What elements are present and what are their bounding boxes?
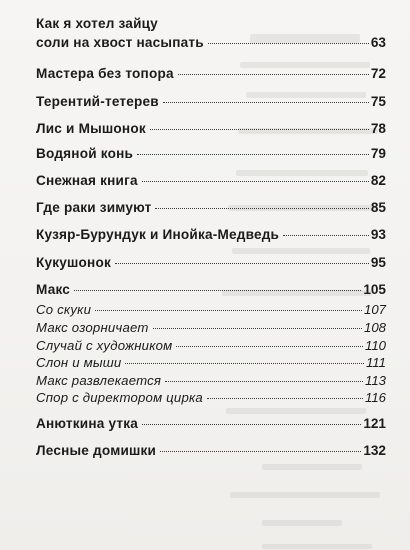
- dot-leader: [283, 235, 369, 236]
- toc-subentry[interactable]: [36, 390, 386, 405]
- toc-entry-title: Анюткина утка: [36, 416, 139, 431]
- toc-page-number: 63: [370, 35, 386, 50]
- dot-leader: [115, 263, 369, 264]
- dot-leader: [142, 424, 361, 425]
- toc-entry-title: Мастера без топора: [36, 66, 174, 81]
- dot-leader: [142, 181, 369, 182]
- toc-page-number: 121: [363, 416, 386, 431]
- toc-entry-title: Лесные домишки: [36, 443, 157, 458]
- dot-leader: [153, 328, 362, 329]
- toc-entry[interactable]: [36, 94, 386, 109]
- toc-page-number: 78: [370, 121, 386, 136]
- toc-entry-title: Кукушонок: [36, 255, 111, 270]
- toc-entry-title: соли на хвост насыпать: [36, 35, 204, 50]
- dot-leader: [155, 208, 368, 209]
- toc-page-number: 111: [365, 355, 386, 370]
- toc-page-number: 85: [370, 200, 386, 215]
- toc-entry-title: Где раки зимуют: [36, 200, 152, 215]
- toc-page-number: 82: [370, 173, 386, 188]
- toc-page-number: 105: [363, 282, 386, 297]
- toc-page-number: 72: [370, 66, 386, 81]
- toc-entry-title: Водяной конь: [36, 146, 134, 161]
- toc-page-number: 116: [364, 390, 386, 405]
- toc-entry-title: Кузяр-Бурундук и Инойка-Медведь: [36, 227, 280, 242]
- dot-leader: [95, 310, 362, 311]
- toc-page-number: 93: [370, 227, 386, 242]
- dot-leader: [176, 346, 363, 347]
- toc-entry[interactable]: [36, 255, 386, 270]
- toc-entry[interactable]: [36, 416, 386, 431]
- toc-page-number: 107: [363, 302, 386, 317]
- toc-entry-title: Макс: [36, 282, 71, 297]
- dot-leader: [163, 102, 369, 103]
- toc-entry[interactable]: [36, 227, 386, 242]
- dot-leader: [160, 451, 361, 452]
- toc-subentry-title: Со скуки: [36, 302, 92, 317]
- toc-page-number: 110: [364, 338, 386, 353]
- toc-subentry[interactable]: [36, 338, 386, 353]
- dot-leader: [165, 381, 363, 382]
- toc-page-number: 79: [370, 146, 386, 161]
- toc-subentry[interactable]: [36, 320, 386, 335]
- toc-subentry-title: Макс озорничает: [36, 320, 149, 335]
- dot-leader: [207, 398, 363, 399]
- toc-page-number: 108: [363, 320, 386, 335]
- toc-subentry-title: Слон и мыши: [36, 355, 122, 370]
- toc-entry[interactable]: [36, 443, 386, 458]
- toc-subentry[interactable]: [36, 355, 386, 370]
- dot-leader: [150, 129, 369, 130]
- toc-entry[interactable]: [36, 66, 386, 81]
- toc-subentry[interactable]: [36, 302, 386, 317]
- dot-leader: [137, 154, 369, 155]
- toc-page-number: 75: [370, 94, 386, 109]
- toc-entry[interactable]: [36, 146, 386, 161]
- toc-page-number: 95: [370, 255, 386, 270]
- toc-subentry-title: Макс развлекается: [36, 373, 162, 388]
- dot-leader: [178, 74, 369, 75]
- dot-leader: [125, 363, 364, 364]
- toc-entry-title: Лис и Мышонок: [36, 121, 146, 136]
- toc-entry-title: Снежная книга: [36, 173, 138, 188]
- toc-entry-title: Терентий-тетерев: [36, 94, 159, 109]
- toc-entry[interactable]: [36, 121, 386, 136]
- toc-page-number: 132: [363, 443, 386, 458]
- dot-leader: [74, 290, 361, 291]
- toc-subentry-title: Случай с художником: [36, 338, 173, 353]
- toc-entry[interactable]: [36, 173, 386, 188]
- toc-page-number: 113: [364, 373, 386, 388]
- dot-leader: [208, 43, 369, 44]
- toc-subentry[interactable]: [36, 373, 386, 388]
- toc-entry[interactable]: [36, 200, 386, 215]
- toc-entry-title-line1: Как я хотел зайцу: [36, 16, 158, 31]
- toc-entry[interactable]: [36, 282, 386, 297]
- toc-entry[interactable]: [36, 16, 386, 50]
- toc-subentry-title: Спор с директором цирка: [36, 390, 203, 405]
